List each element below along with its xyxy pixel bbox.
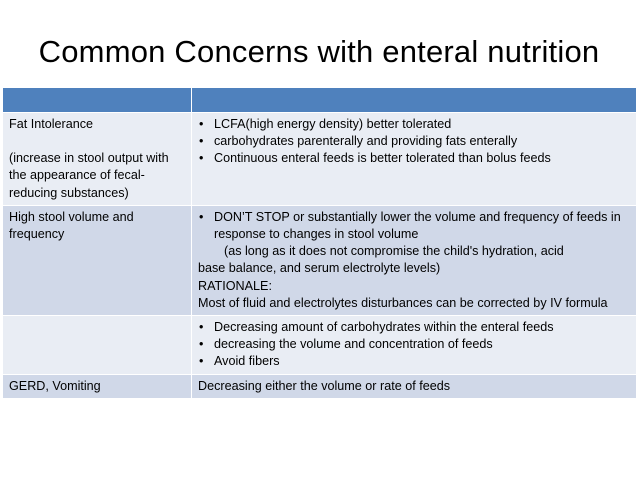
list-item: • Continuous enteral feeds is better tolerated than bolus feeds: [198, 150, 630, 167]
table-row: [3, 316, 637, 375]
management-cell: [192, 113, 637, 206]
header-cell-concern: [3, 88, 192, 113]
list-item: • DON’T STOP or substantially lower the volume and frequency of feeds in response to changes in stool volume: [198, 209, 630, 243]
management-cell: [192, 316, 637, 375]
table-row: [3, 374, 637, 398]
concern-cell: [3, 113, 192, 206]
list-item: • carbohydrates parenterally and providing fats enterally: [198, 133, 630, 150]
list-item: • Avoid fibers: [198, 353, 630, 370]
bullet-list: [198, 116, 630, 168]
rationale-text: Most of fluid and electrolytes disturbances can be corrected by IV formula: [198, 295, 608, 310]
header-cell-management: [192, 88, 637, 113]
table-row: [3, 113, 637, 206]
concern-cell: [3, 316, 192, 375]
list-item: • LCFA(high energy density) better tolerated: [198, 116, 630, 133]
concern-cell: High stool volume and frequency: [3, 205, 192, 315]
table-header-row: [3, 88, 637, 113]
note-line: (as long as it does not compromise the child's hydration, acid: [224, 244, 564, 259]
concern-cell: GERD, Vomiting: [3, 374, 192, 398]
table-row: [3, 205, 637, 315]
concern-note: (increase in stool output with the appearance of fecal-reducing substances): [9, 151, 169, 200]
note-line: base balance, and serum electrolyte levels): [198, 261, 441, 276]
slide-title: Common Concerns with enteral nutrition: [38, 34, 600, 69]
bullet-list: [198, 319, 630, 371]
list-item: • decreasing the volume and concentration of feeds: [198, 336, 630, 353]
concerns-table: [2, 87, 637, 399]
rationale-label: RATIONALE:: [198, 278, 272, 293]
bullet-list: [198, 209, 630, 243]
management-cell: [192, 205, 637, 315]
list-item: • Decreasing amount of carbohydrates within the enteral feeds: [198, 319, 630, 336]
management-cell: Decreasing either the volume or rate of feeds: [192, 374, 637, 398]
concern-title: Fat Intolerance: [9, 117, 94, 131]
